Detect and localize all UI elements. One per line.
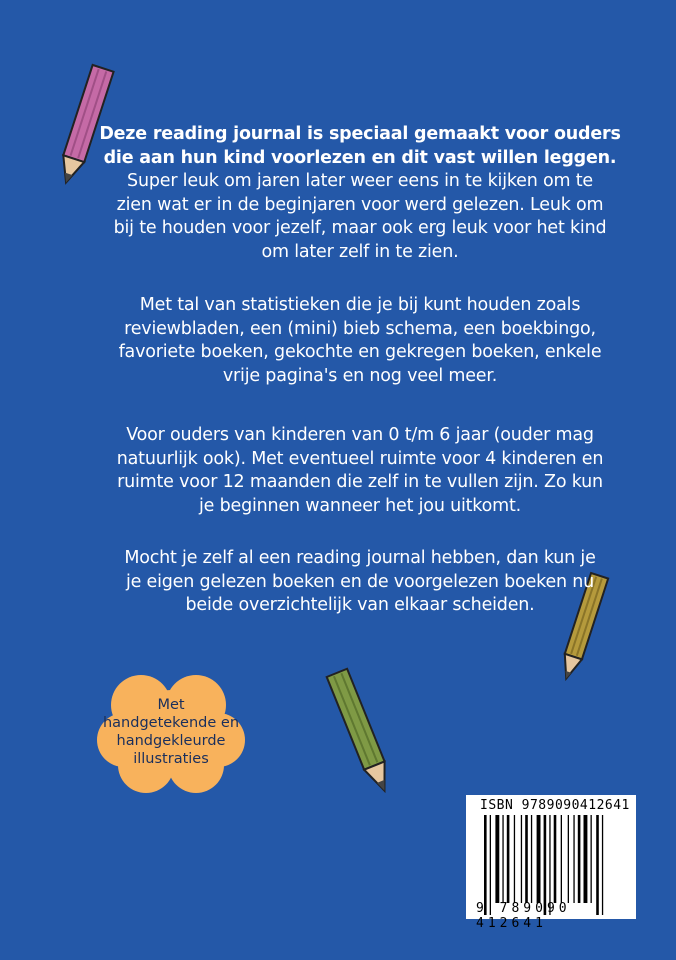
isbn-barcode — [466, 795, 636, 931]
barcode-bar — [568, 815, 569, 903]
barcode-bar — [537, 815, 541, 903]
barcode-bar — [544, 815, 547, 915]
text-line: bij te houden voor jezelf, maar ook erg leuk voor het kind — [113, 218, 607, 238]
barcode-bar — [549, 815, 550, 915]
badge-line: handgekleurde — [116, 733, 226, 749]
text-line: je beginnen wanneer het jou uitkomt. — [199, 495, 521, 516]
text-line: vrije pagina's en nog veel meer. — [222, 365, 498, 386]
closing-paragraph — [90, 547, 630, 618]
text-line: Voor ouders van kinderen van 0 t/m 6 jaar (ouder mag — [126, 425, 594, 445]
text-line: zien wat er in de beginjaren voor werd gelezen. Leuk om — [116, 194, 604, 215]
barcode-bar — [554, 815, 557, 903]
barcode-bar — [502, 815, 503, 903]
text-line: reviewbladen, een (mini) bieb schema, een boekbingo, — [124, 318, 596, 339]
barcode-bar — [591, 815, 592, 903]
text-line: Met tal van statistieken die je bij kunt houden zoals — [139, 295, 581, 315]
barcode-bar — [507, 815, 510, 903]
badge-line: Met — [157, 697, 185, 713]
text-line: Mocht je zelf al een reading journal hebben, dan kun je — [124, 548, 596, 568]
barcode-bar — [521, 815, 522, 903]
badge-text — [96, 696, 246, 768]
intro-paragraph — [90, 123, 630, 264]
isbn-label: ISBN 9789090412641 — [480, 798, 630, 813]
text-line: natuurlijk ook). Met eventueel ruimte voor 4 kinderen en — [116, 448, 604, 469]
green-pencil-icon — [315, 665, 410, 805]
text-line: beide overzichtelijk van elkaar scheiden. — [185, 595, 535, 615]
text-line: Super leuk om jaren later weer eens in te kijken om te — [127, 171, 593, 191]
badge-line: handgetekende en — [102, 715, 240, 731]
intro-bold-line: Deze reading journal is speciaal gemaakt voor ouders — [99, 124, 621, 144]
features-paragraph — [90, 294, 630, 388]
text-line: favoriete boeken, gekochte en gekregen boeken, enkele — [118, 342, 602, 362]
barcode-bar — [490, 815, 491, 915]
text-line: je eigen gelezen boeken en de voorgelezen boeken nu — [125, 571, 595, 592]
text-line: om later zelf in te zien. — [261, 241, 459, 262]
barcode-bar — [584, 815, 588, 903]
barcode-bar — [561, 815, 562, 903]
barcode-bar — [495, 815, 499, 903]
text-line: ruimte voor 12 maanden die zelf in te vullen zijn. Zo kun — [117, 472, 603, 492]
barcode-digits: 9 789090 412641 — [476, 901, 571, 931]
barcode-bar — [525, 815, 528, 903]
barcode-bars — [484, 815, 624, 915]
barcode-bar — [531, 815, 532, 903]
barcode-bar — [484, 815, 487, 915]
barcode-bar — [602, 815, 603, 915]
barcode-bar — [578, 815, 581, 903]
badge-line: illustraties — [133, 751, 209, 767]
barcode-bar — [596, 815, 599, 915]
barcode-bar — [514, 815, 515, 903]
audience-paragraph — [90, 424, 630, 518]
intro-bold-line: die aan hun kind voorlezen en dit vast willen leggen. — [103, 147, 617, 168]
barcode-bar — [573, 815, 574, 903]
